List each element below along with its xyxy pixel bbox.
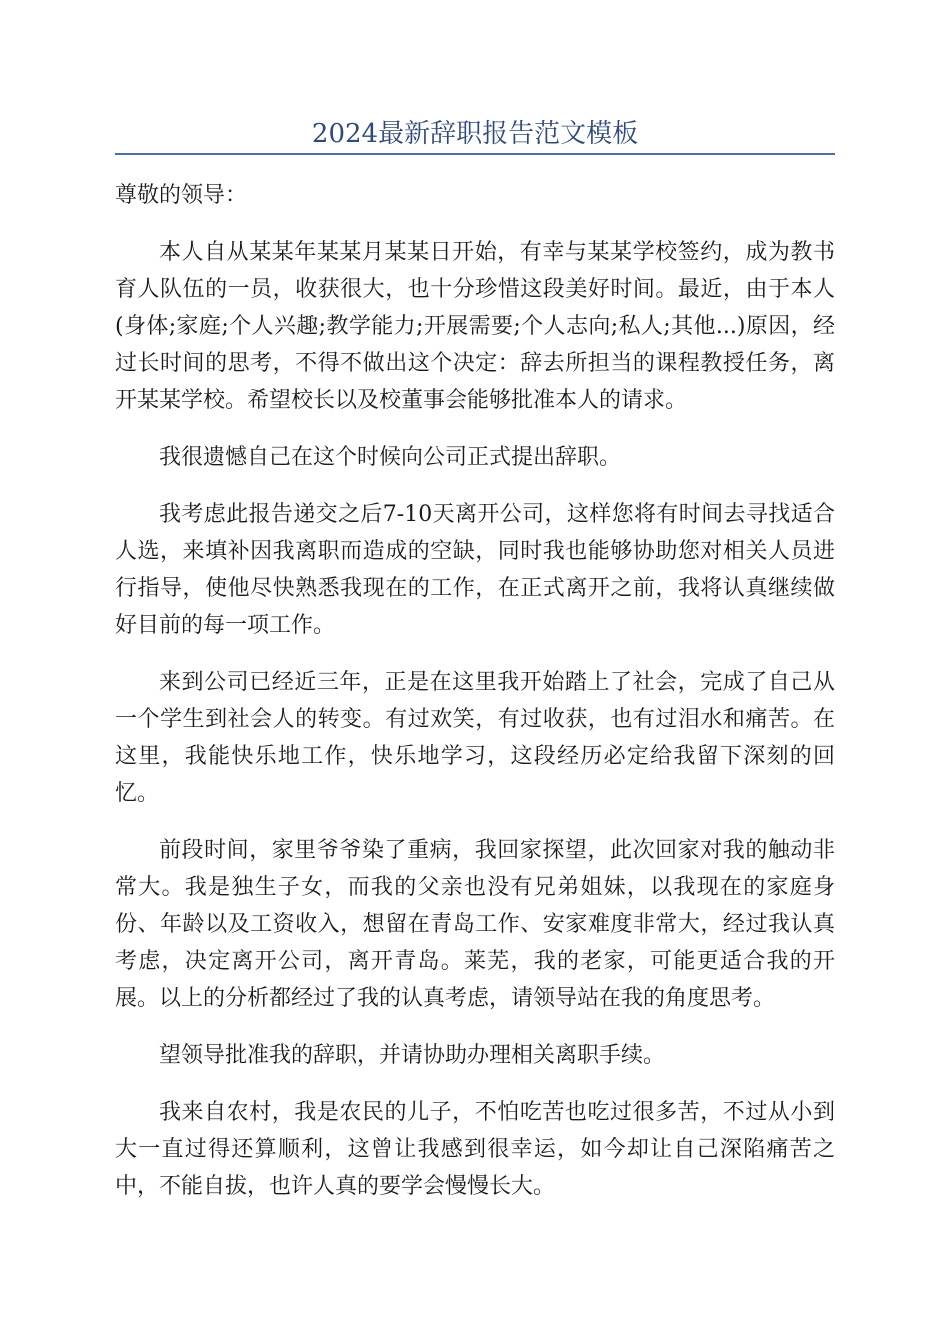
paragraph-5: 前段时间，家里爷爷染了重病，我回家探望，此次回家对我的触动非常大。我是独生子女，而我的父亲也没有兄弟姐妹，以我现在的家庭身份、年龄以及工资收入，想留在青岛工作、安家难度非常大，经过我认真考虑，决定离开公司，离开青岛。莱芜，我的老家，可能更适合我的开展。以上的分析都经过了我的认真考虑，请领导站在我的角度思考。 (115, 838, 835, 1011)
paragraph-1: 本人自从某某年某某月某某日开始，有幸与某某学校签约，成为教书育人队伍的一员，收获很大，也十分珍惜这段美好时间。最近，由于本人(身体;家庭;个人兴趣;教学能力;开展需要;个人志向;私人;其他...)原因，经过长时间的思考，不得不做出这个决定：辞去所担当的课程教授任务，离开某某学校。希望校长以及校董事会能够批准本人的请求。 (115, 240, 835, 413)
paragraph-2: 我很遗憾自己在这个时候向公司正式提出辞职。 (159, 445, 622, 470)
title-divider (115, 153, 835, 155)
document-body (115, 177, 835, 1225)
salutation: 尊敬的领导： (115, 183, 248, 208)
paragraph-7: 我来自农村，我是农民的儿子，不怕吃苦也吃过很多苦，不过从小到大一直过得还算顺利，这曾让我感到很幸运，如今却让自己深陷痛苦之中，不能自拔，也许人真的要学会慢慢长大。 (115, 1100, 835, 1199)
paragraph-4: 来到公司已经近三年，正是在这里我开始踏上了社会，完成了自己从一个学生到社会人的转变。有过欢笑，有过收获，也有过泪水和痛苦。在这里，我能快乐地工作，快乐地学习，这段经历必定给我留下深刻的回忆。 (115, 670, 835, 806)
paragraph-3: 我考虑此报告递交之后7-10天离开公司，这样您将有时间去寻找适合人选，来填补因我离职而造成的空缺，同时我也能够协助您对相关人员进行指导，使他尽快熟悉我现在的工作，在正式离开之前，我将认真继续做好目前的每一项工作。 (115, 502, 835, 638)
page-title: 2024最新辞职报告范文模板 (311, 119, 639, 149)
paragraph-6: 望领导批准我的辞职，并请协助办理相关离职手续。 (159, 1043, 666, 1068)
